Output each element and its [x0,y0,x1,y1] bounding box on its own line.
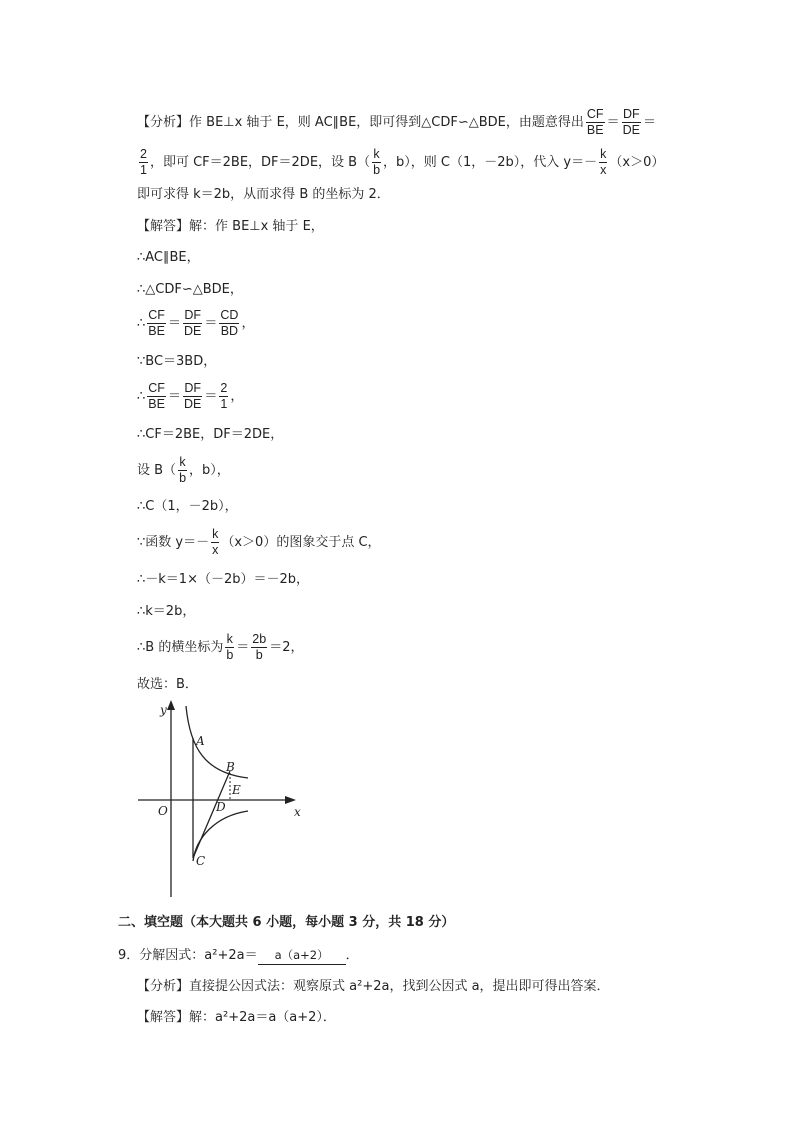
fraction-cd-bd: $\frac{CD}{BD}$ [220,308,239,338]
analysis-text-1: 作 BE⊥x 轴于 E，则 AC∥BE，即可得到△CDF∽△BDE，由题意得出 [189,115,584,130]
analysis-line-3: 即可求得 k＝2b，从而求得 B 的坐标为 2． [137,187,390,202]
fraction-k-b: $\frac{k}{b}$ [373,147,381,177]
solution-text: 解：a²+2a＝a（a+2）． [189,1010,336,1025]
question-prompt: 分解因式：a²+2a＝ [139,948,258,963]
analysis-tag: 【分析】 [137,115,190,130]
fraction-k-b: $\frac{k}{b}$ [179,455,187,485]
analysis-text-2: ，即可 CF＝2BE，DF＝2DE，设 B（ [149,155,371,170]
analysis-tag: 【分析】 [137,979,190,994]
fraction-df-de: $\frac{DF}{DE}$ [183,381,202,411]
fraction-k-b: $\frac{k}{b}$ [226,632,234,662]
solution-intro: 解：作 BE⊥x 轴于 E， [189,219,324,234]
solution-step-7: 设 B（ $\frac{k}{b}$ ，b）， [137,455,230,485]
answer-blank: a（a+2） [258,946,346,965]
solution-intro-line [137,218,324,236]
fraction-2-1: $\frac{2}{1}$ [220,381,228,411]
q9-solution [137,1009,336,1027]
fraction-k-x: $\frac{k}{x}$ [212,527,219,557]
fraction-cf-be: $\frac{CF}{BE}$ [148,381,165,411]
solution-step-5: ∴ $\frac{CF}{BE}$ ＝ $\frac{DF}{DE}$ ＝ $\frac{2}{1}$ ， [137,381,244,411]
fraction-2-1: $\frac{2}{1}$ [140,147,147,177]
solution-step-6: ∴CF＝2BE，DF＝2DE， [137,427,284,442]
label-d: D [216,800,226,814]
fraction-cf-be: $\frac{CF}{BE}$ [148,308,165,338]
fraction-df-de: $\frac{DF}{DE}$ [622,107,640,137]
fraction-cf-be: $\frac{CF}{BE}$ [586,107,604,137]
analysis-line-2 [137,147,664,178]
fraction-k-x: $\frac{k}{x}$ [600,147,607,177]
solution-step-10: ∴－k＝1×（－2b）＝－2b， [137,572,310,587]
label-x: x [294,805,301,819]
question-9: 9．分解因式：a²+2a＝ a（a+2） ． [118,948,359,963]
analysis-text: 直接提公因式法：观察原式 a²+2a，找到公因式 a，提出即可得出答案． [189,979,610,994]
analysis-line-1: 【分析】作 BE⊥x 轴于 E，则 AC∥BE，即可得到△CDF∽△BDE，由题意得出 $\frac{CF}{BE}$ ＝ $\frac{DF}{DE}$ ＝ [137,107,656,137]
analysis-text-3: ，b），则 C（1，－2b），代入 y＝－ [383,155,598,170]
segment-cb [193,771,230,858]
solution-step-9: ∵函数 y＝－ $\frac{k}{x}$ （x＞0）的图象交于点 C， [137,527,381,557]
q9-analysis [137,978,610,996]
solution-step-1: ∴AC∥BE， [137,250,200,265]
solution-conclusion: 故选：B． [137,677,198,692]
label-c: C [196,854,206,868]
analysis-text-4: （x＞0） [609,155,665,170]
solution-step-3: ∴ $\frac{CF}{BE}$ ＝ $\frac{DF}{DE}$ ＝ $\frac{CD}{BD}$ ， [137,308,255,338]
label-y: y [160,703,167,717]
fraction-2b-b: $\frac{2b}{b}$ [252,632,267,662]
fraction-df-de: $\frac{DF}{DE}$ [183,308,202,338]
y-axis-arrow-icon [167,700,175,710]
question-number: 9． [118,948,140,963]
solution-step-4: ∵BC＝3BD， [137,354,217,369]
solution-step-2: ∴△CDF∽△BDE， [137,282,243,297]
section-2-heading: 二、填空题（本大题共 6 小题，每小题 3 分，共 18 分） [118,915,455,930]
label-o: O [158,804,168,818]
solution-step-12: ∴B 的横坐标为 $\frac{k}{b}$ ＝ $\frac{2b}{b}$ ＝2， [137,632,304,662]
solution-tag: 【解答】 [137,1010,190,1025]
solution-step-8: ∴C（1，－2b）， [137,499,238,514]
label-b: B [226,760,235,774]
solution-tag: 【解答】 [137,219,190,234]
solution-step-11: ∴k＝2b， [137,604,196,619]
x-axis-arrow-icon [285,796,296,804]
label-e: E [232,783,241,797]
hyperbola-figure [130,698,310,903]
label-a: A [196,734,205,748]
